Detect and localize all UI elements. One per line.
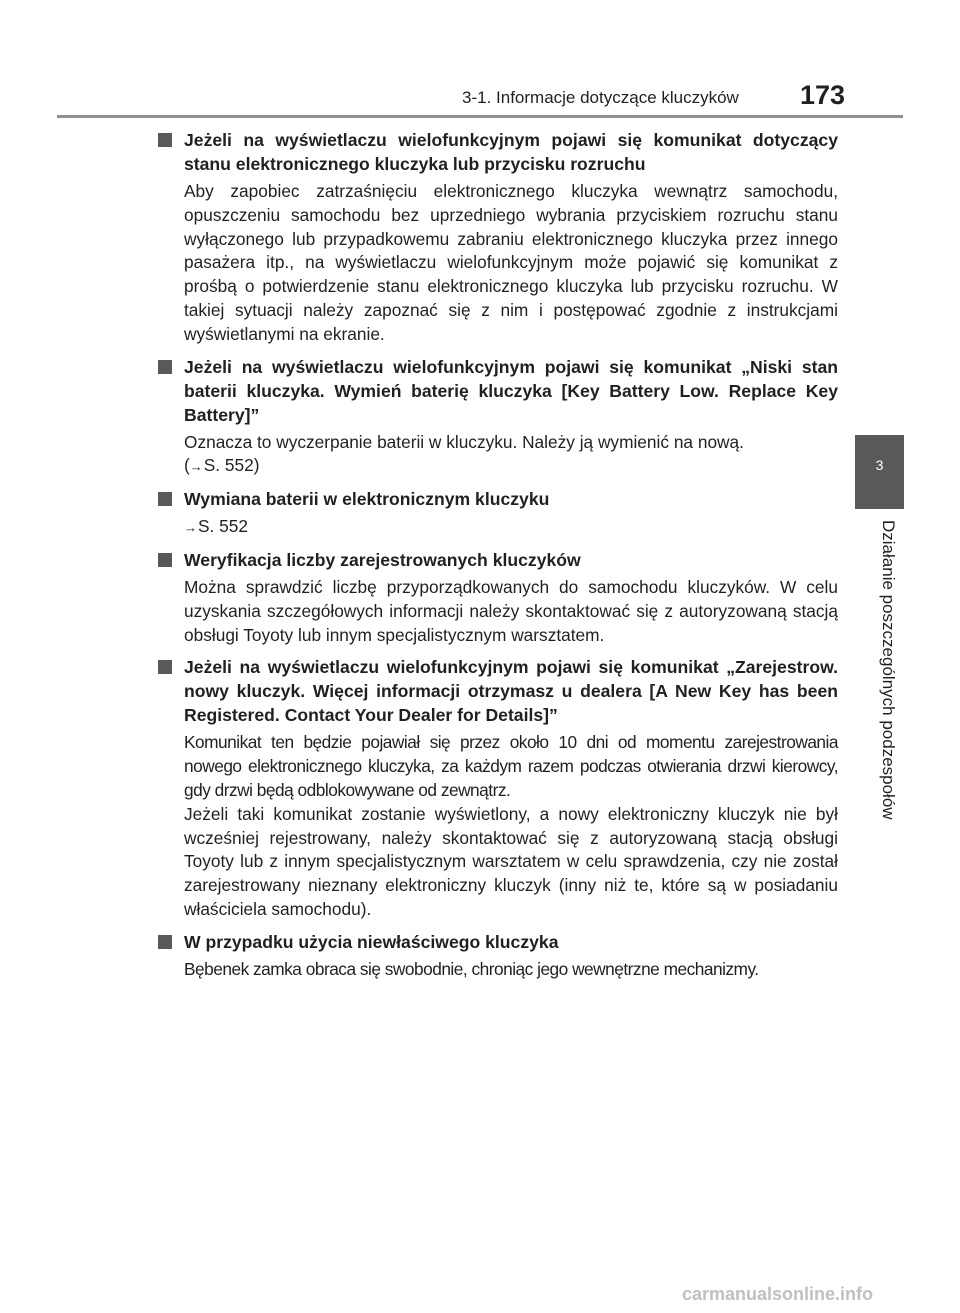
section-body: Bębenek zamka obraca się swobodnie, chroniąc jego wewnętrzne mechanizmy. [184, 958, 759, 979]
section-body-continued: Jeżeli taki komunikat zostanie wyświetlony, a nowy elektroniczny kluczyk nie był wcześniej rejestrowany, należy skontaktować się z autoryzowaną stacją obsługi Toyoty lub z innym specjalistycznym warsztatem w celu sprawdzenia, czy nie został zarejestrowany nieznany elektroniczny kluczyk (inny niż te, które są w posiadaniu właściciela samochodu). [184, 803, 838, 919]
section-heading: Jeżeli na wyświetlaczu wielofunkcyjnym pojawi się komunikat „Niski stan baterii kluczyka. Wymień baterię kluczyka [Key Battery Low. Replace Key Battery]” [184, 356, 838, 425]
section-key-status-message [158, 128, 838, 347]
section-body: Aby zapobiec zatrzaśnięciu elektronicznego kluczyka wewnątrz samochodu, opuszczeniu samochodu bez uprzedniego wybrania przyciskiem rozruchu stanu wyłączonego lub przypadkowemu zabraniu elektronicznego kluczyka przez innego pasażera itp., na wyświetlaczu wielofunkcyjnym może pojawić się komunikat z prośbą o potwierdzenie stanu elektronicznego kluczyka lub przycisku rozruchu. W takiej sytuacji należy zapoznać się z nim i postępować zgodnie z instrukcjami wyświetlanymi na ekranie. [184, 181, 838, 344]
arrow-right-icon: → [184, 520, 197, 536]
page-content [158, 128, 838, 990]
section-heading: Weryfikacja liczby zarejestrowanych kluczyków [184, 549, 581, 570]
square-bullet-icon [158, 935, 172, 949]
section-low-battery-message [158, 355, 838, 480]
section-heading: W przypadku użycia niewłaściwego kluczyka [184, 931, 559, 952]
section-heading: Jeżeli na wyświetlaczu wielofunkcyjnym pojawi się komunikat dotyczący stanu elektronicznego kluczyka lub przycisku rozruchu [184, 130, 838, 174]
page-reference: (→S. 552) [184, 455, 260, 476]
section-body: Komunikat ten będzie pojawiał się przez około 10 dni od momentu zarejestrowania nowego elektronicznego kluczyka, za każdym razem podczas otwierania drzwi kierowcy, gdy drzwi będą odblokowywane od zewnątrz. [184, 732, 838, 800]
header-divider [57, 115, 903, 118]
section-body: Oznacza to wyczerpanie baterii w kluczyku. Należy ją wymienić na nową. [184, 431, 744, 452]
arrow-right-icon: → [189, 459, 203, 475]
square-bullet-icon [158, 492, 172, 506]
page-number: 173 [800, 80, 846, 110]
header-section-title: 3-1. Informacje dotyczące kluczyków [462, 88, 739, 107]
section-registered-keys [158, 548, 838, 647]
section-heading: Jeżeli na wyświetlaczu wielofunkcyjnym pojawi się komunikat „Zarejestrow. nowy kluczyk. Więcej informacji otrzymasz u dealera [A New Key has been Registered. Contact Your Dealer for Details]” [184, 657, 838, 726]
page-reference: →S. 552 [184, 516, 248, 537]
watermark: carmanualsonline.info [682, 1284, 874, 1304]
square-bullet-icon [158, 360, 172, 374]
section-battery-replacement [158, 487, 838, 540]
chapter-tab: 3 [855, 435, 904, 509]
square-bullet-icon [158, 660, 172, 674]
section-new-key-registered [158, 655, 838, 921]
section-wrong-key [158, 930, 838, 982]
section-heading: Wymiana baterii w elektronicznym kluczyku [184, 489, 550, 510]
section-body: Można sprawdzić liczbę przyporządkowanych do samochodu kluczyków. W celu uzyskania szczegółowych informacji należy skontaktować się z autoryzowaną stacją obsługi Toyoty lub innym specjalistycznym warsztatem. [184, 576, 838, 645]
square-bullet-icon [158, 133, 172, 147]
square-bullet-icon [158, 553, 172, 567]
chapter-title: Działanie poszczególnych podzespołów [879, 520, 898, 820]
